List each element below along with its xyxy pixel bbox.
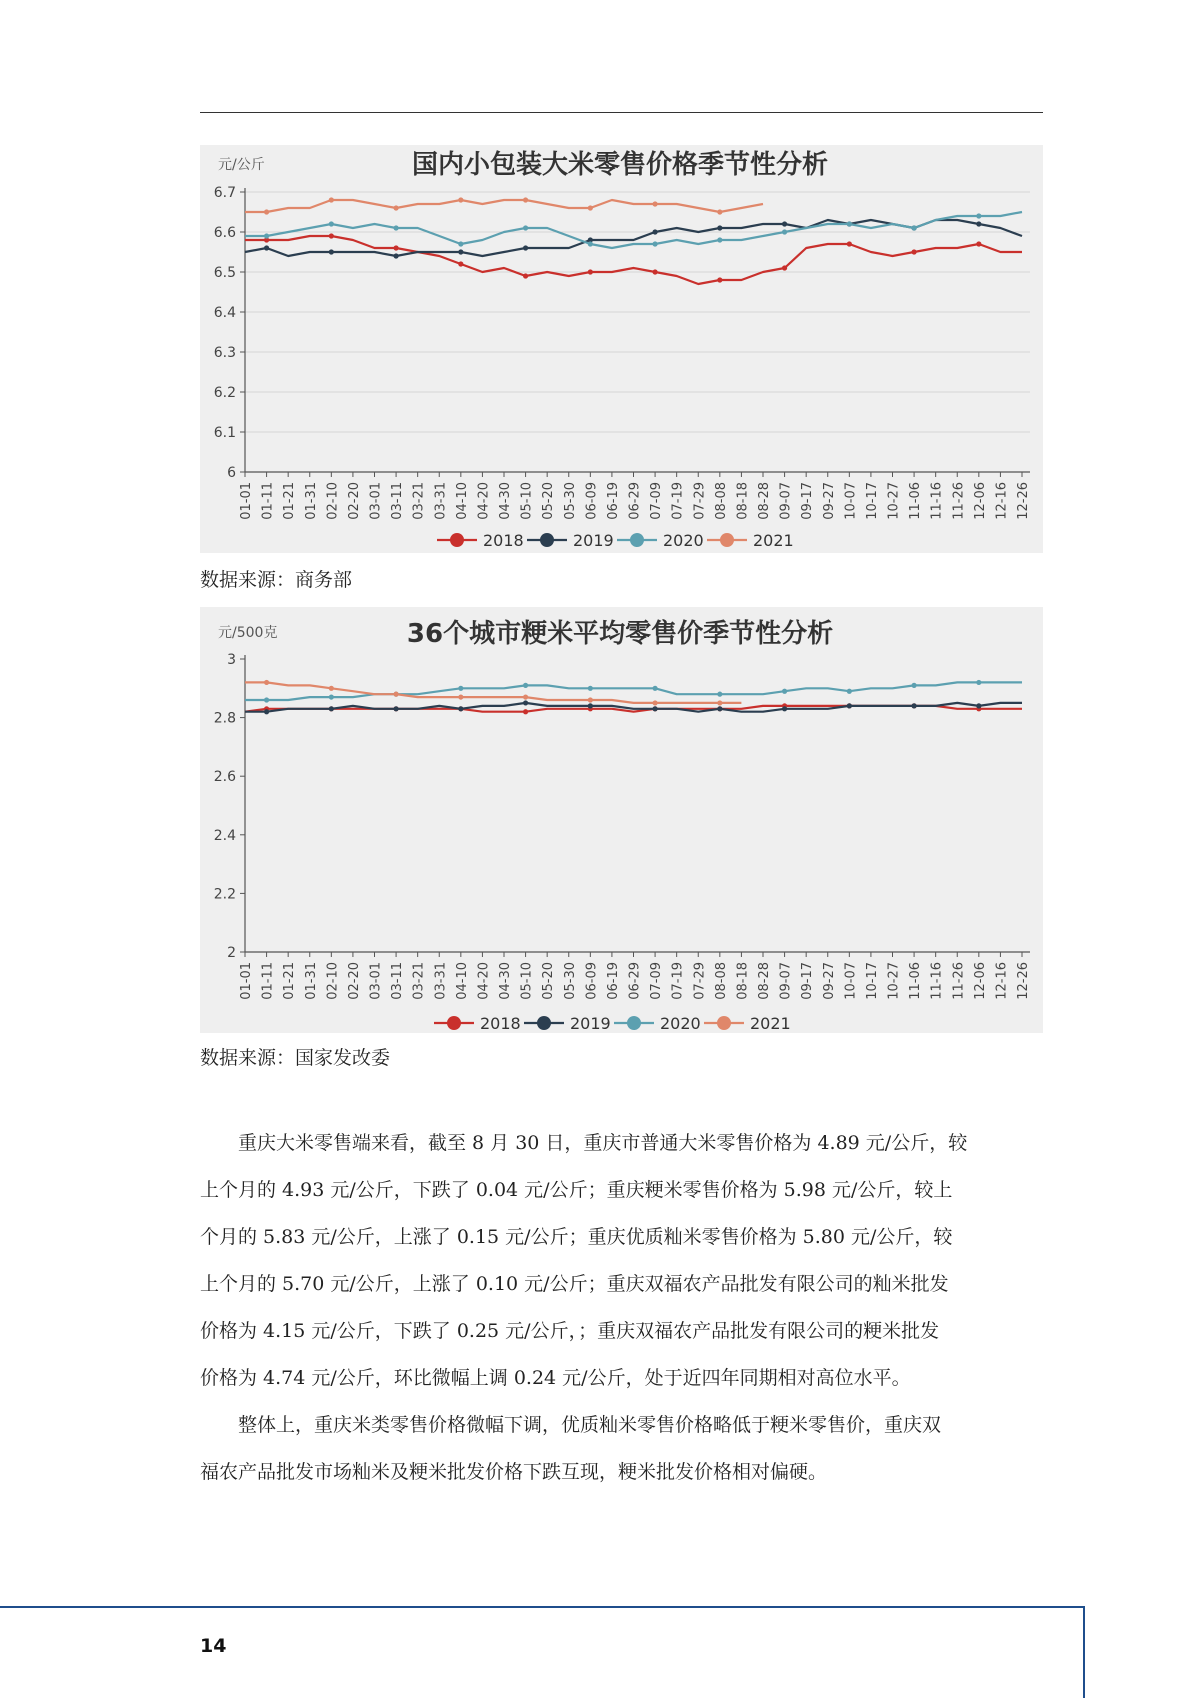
- y-tick-label: 6.6: [213, 225, 236, 241]
- x-tick-label: 03-11: [390, 962, 406, 1000]
- data-point-2021: [717, 209, 722, 214]
- x-tick-label: 08-28: [757, 962, 772, 1000]
- data-point-2020: [911, 683, 916, 688]
- x-tick-label: 03-01: [368, 482, 384, 520]
- x-tick-label: 02-20: [346, 962, 362, 1000]
- legend-marker-2020: [630, 533, 644, 547]
- x-tick-label: 01-31: [303, 482, 319, 520]
- data-point-2021: [652, 201, 657, 206]
- y-unit-label: 元/500克: [218, 625, 278, 641]
- legend-label-2021: 2021: [753, 531, 794, 550]
- data-point-2020: [588, 686, 593, 691]
- data-point-2020: [976, 680, 981, 685]
- x-tick-label: 05-20: [541, 482, 557, 520]
- data-point-2018: [782, 265, 787, 270]
- x-tick-label: 04-20: [476, 482, 492, 520]
- data-point-2020: [652, 686, 657, 691]
- data-point-2019: [458, 706, 463, 711]
- x-tick-label: 02-20: [346, 482, 362, 520]
- x-tick-label: 04-30: [498, 482, 513, 520]
- y-tick-label: 6.1: [213, 425, 236, 441]
- data-point-2019: [782, 706, 787, 711]
- data-point-2019: [847, 703, 852, 708]
- x-tick-label: 05-30: [562, 962, 578, 1000]
- data-point-2019: [588, 703, 593, 708]
- x-tick-label: 10-27: [886, 482, 902, 520]
- data-point-2020: [329, 221, 334, 226]
- x-tick-label: 12-16: [994, 482, 1010, 520]
- x-tick-label: 12-26: [1016, 962, 1031, 1000]
- x-tick-label: 02-10: [325, 962, 341, 1000]
- legend-label-2021: 2021: [750, 1014, 791, 1033]
- data-point-2021: [329, 686, 334, 691]
- legend-label-2020: 2020: [663, 531, 704, 550]
- data-point-2019: [717, 225, 722, 230]
- legend-marker-2019: [540, 533, 554, 547]
- data-point-2021: [588, 205, 593, 210]
- series-line-2020: [245, 682, 1022, 700]
- text-line: 整体上，重庆米类零售价格微幅下调，优质籼米零售价格略低于粳米零售价，重庆双: [200, 1414, 942, 1436]
- data-point-2021: [329, 197, 334, 202]
- data-point-2018: [329, 233, 334, 238]
- footer-frame-right: [1083, 1606, 1085, 1698]
- data-point-2018: [523, 709, 528, 714]
- y-tick-label: 2.6: [213, 769, 236, 786]
- data-point-2018: [458, 261, 463, 266]
- data-point-2019: [329, 706, 334, 711]
- text-line: 价格为 4.15 元/公斤，下跌了 0.25 元/公斤，；重庆双福农产品批发有限公司的粳米批发: [200, 1320, 940, 1342]
- data-point-2021: [393, 205, 398, 210]
- y-tick-label: 6: [227, 465, 236, 481]
- data-point-2021: [717, 700, 722, 705]
- chart-japonica-retail-price: [200, 607, 1043, 1033]
- x-tick-label: 02-10: [325, 482, 341, 520]
- chart1-source: 数据来源：商务部: [200, 569, 353, 591]
- x-tick-label: 01-01: [239, 482, 254, 520]
- y-tick-label: 2.2: [213, 886, 236, 903]
- x-tick-label: 08-08: [713, 962, 729, 1000]
- data-point-2018: [717, 277, 722, 282]
- legend-marker-2018: [447, 1016, 461, 1030]
- x-tick-label: 06-19: [605, 482, 621, 520]
- data-point-2020: [588, 241, 593, 246]
- chart2-source: 数据来源：国家发改委: [200, 1047, 391, 1069]
- x-tick-label: 03-31: [433, 962, 449, 1000]
- x-tick-label: 06-09: [584, 962, 600, 1000]
- chart-svg-2: [200, 607, 1043, 1033]
- x-tick-label: 05-30: [562, 482, 578, 520]
- data-point-2020: [458, 686, 463, 691]
- legend-marker-2019: [537, 1016, 551, 1030]
- x-tick-label: 11-06: [908, 482, 924, 520]
- x-tick-label: 10-07: [843, 482, 859, 520]
- x-tick-label: 10-17: [864, 482, 880, 520]
- data-point-2019: [458, 249, 463, 254]
- data-point-2020: [264, 233, 269, 238]
- y-tick-label: 3: [227, 652, 236, 668]
- x-tick-label: 11-16: [929, 962, 945, 1000]
- chart-title: 36个城市粳米平均零售价季节性分析: [406, 619, 834, 649]
- x-tick-label: 08-18: [735, 962, 751, 1000]
- x-tick-label: 11-06: [908, 962, 924, 1000]
- x-tick-label: 11-16: [929, 482, 945, 520]
- x-tick-label: 10-17: [864, 962, 880, 1000]
- x-tick-label: 04-10: [454, 482, 470, 520]
- x-tick-label: 09-17: [800, 482, 816, 520]
- x-tick-label: 07-19: [670, 962, 686, 1000]
- data-point-2021: [652, 700, 657, 705]
- x-tick-label: 04-10: [454, 962, 470, 1000]
- series-line-2021: [245, 200, 763, 212]
- data-point-2020: [717, 237, 722, 242]
- data-point-2018: [393, 245, 398, 250]
- data-point-2018: [523, 273, 528, 278]
- x-tick-label: 03-01: [368, 962, 384, 1000]
- legend-label-2020: 2020: [660, 1014, 701, 1033]
- y-tick-label: 2.8: [213, 710, 236, 727]
- x-tick-label: 01-11: [260, 482, 276, 520]
- x-tick-label: 05-10: [519, 482, 535, 520]
- x-tick-label: 07-19: [670, 481, 686, 520]
- legend-marker-2021: [717, 1016, 731, 1030]
- data-point-2020: [458, 241, 463, 246]
- x-tick-label: 12-06: [972, 962, 988, 1000]
- x-tick-label: 03-21: [411, 482, 427, 520]
- x-tick-label: 01-21: [282, 482, 298, 520]
- legend-marker-2020: [627, 1016, 641, 1030]
- x-tick-label: 12-26: [1016, 482, 1031, 520]
- data-point-2018: [847, 241, 852, 246]
- x-tick-label: 09-27: [821, 962, 837, 1000]
- x-tick-label: 01-31: [303, 962, 319, 1000]
- data-point-2018: [976, 241, 981, 246]
- legend-marker-2021: [720, 533, 734, 547]
- data-point-2019: [264, 709, 269, 714]
- y-tick-label: 6.4: [213, 305, 236, 321]
- text-line: 价格为 4.74 元/公斤，环比微幅上调 0.24 元/公斤，处于近四年同期相对高位水平。: [200, 1367, 911, 1389]
- data-point-2019: [717, 706, 722, 711]
- data-point-2019: [976, 221, 981, 226]
- x-tick-label: 09-07: [778, 482, 794, 520]
- text-line: 上个月的 5.70 元/公斤，上涨了 0.10 元/公斤；重庆双福农产品批发有限公司的籼米批发: [200, 1273, 949, 1295]
- x-tick-label: 10-27: [886, 962, 902, 1000]
- data-point-2019: [652, 706, 657, 711]
- y-tick-label: 6.2: [213, 385, 236, 401]
- y-tick-label: 6.7: [213, 185, 236, 201]
- x-tick-label: 07-29: [692, 962, 708, 1000]
- data-point-2019: [523, 245, 528, 250]
- data-point-2021: [264, 680, 269, 685]
- data-point-2021: [523, 694, 528, 699]
- data-point-2020: [847, 221, 852, 226]
- x-tick-label: 11-26: [951, 962, 967, 1000]
- x-tick-label: 12-16: [994, 962, 1010, 1000]
- data-point-2020: [523, 225, 528, 230]
- x-tick-label: 08-18: [735, 482, 751, 520]
- x-tick-label: 09-07: [778, 962, 794, 1000]
- text-line: 福农产品批发市场籼米及粳米批发价格下跌互现，粳米批发价格相对偏硬。: [200, 1461, 828, 1483]
- data-point-2021: [393, 692, 398, 697]
- data-point-2020: [782, 229, 787, 234]
- text-line: 上个月的 4.93 元/公斤，下跌了 0.04 元/公斤；重庆粳米零售价格为 5.98 元/公斤，较上: [200, 1179, 953, 1201]
- header-rule: [200, 112, 1043, 113]
- x-tick-label: 11-26: [951, 482, 967, 520]
- text-line: 个月的 5.83 元/公斤，上涨了 0.15 元/公斤；重庆优质籼米零售价格为 5.80 元/公斤，较: [200, 1226, 953, 1248]
- y-tick-label: 2: [227, 945, 236, 961]
- x-tick-label: 04-20: [476, 962, 492, 1000]
- x-tick-label: 03-31: [433, 482, 449, 520]
- x-tick-label: 07-29: [692, 482, 708, 520]
- data-point-2021: [458, 694, 463, 699]
- data-point-2019: [911, 703, 916, 708]
- x-tick-label: 09-17: [800, 962, 816, 1000]
- legend-label-2018: 2018: [483, 531, 524, 550]
- chart-title: 国内小包装大米零售价格季节性分析: [411, 150, 829, 180]
- data-point-2020: [523, 683, 528, 688]
- x-tick-label: 07-09: [649, 962, 665, 1000]
- data-point-2019: [652, 229, 657, 234]
- data-point-2020: [329, 694, 334, 699]
- x-tick-label: 06-09: [584, 482, 600, 520]
- x-tick-label: 04-30: [498, 962, 513, 1000]
- x-tick-label: 06-29: [627, 482, 643, 520]
- text-line: 重庆大米零售端来看，截至 8 月 30 日，重庆市普通大米零售价格为 4.89 元/公斤，较: [200, 1132, 968, 1154]
- x-tick-label: 12-06: [972, 482, 988, 520]
- data-point-2020: [911, 225, 916, 230]
- data-point-2021: [264, 209, 269, 214]
- data-point-2021: [458, 197, 463, 202]
- footer-frame-top: [0, 1606, 1084, 1608]
- legend-label-2018: 2018: [480, 1014, 521, 1033]
- data-point-2020: [717, 692, 722, 697]
- paragraph-2: [200, 1402, 1030, 1496]
- x-tick-label: 05-10: [519, 962, 535, 1000]
- data-point-2018: [911, 249, 916, 254]
- data-point-2019: [393, 706, 398, 711]
- x-tick-label: 05-20: [541, 962, 557, 1000]
- y-tick-label: 6.3: [213, 345, 236, 361]
- chart-rice-retail-price: [200, 145, 1043, 553]
- data-point-2020: [393, 225, 398, 230]
- x-tick-label: 01-11: [260, 962, 276, 1000]
- data-point-2020: [652, 241, 657, 246]
- legend-label-2019: 2019: [573, 531, 614, 550]
- data-point-2019: [782, 221, 787, 226]
- x-tick-label: 03-21: [411, 962, 427, 1000]
- x-tick-label: 09-27: [821, 482, 837, 520]
- data-point-2019: [393, 253, 398, 258]
- data-point-2020: [264, 697, 269, 702]
- x-tick-label: 10-07: [843, 962, 859, 1000]
- data-point-2019: [329, 249, 334, 254]
- data-point-2021: [588, 697, 593, 702]
- y-unit-label: 元/公斤: [218, 157, 265, 173]
- legend-label-2019: 2019: [570, 1014, 611, 1033]
- x-tick-label: 06-19: [605, 962, 621, 1000]
- data-point-2019: [264, 245, 269, 250]
- chart-svg-1: [200, 145, 1043, 553]
- legend-marker-2018: [450, 533, 464, 547]
- data-point-2020: [976, 213, 981, 218]
- x-tick-label: 07-09: [649, 482, 665, 520]
- data-point-2018: [588, 269, 593, 274]
- paragraph-1: [200, 1120, 1030, 1402]
- data-point-2019: [523, 700, 528, 705]
- y-tick-label: 6.5: [213, 265, 236, 281]
- x-tick-label: 01-21: [282, 962, 298, 1000]
- data-point-2018: [652, 269, 657, 274]
- x-tick-label: 08-08: [713, 482, 729, 520]
- y-tick-label: 2.4: [213, 827, 236, 844]
- data-point-2020: [782, 689, 787, 694]
- x-tick-label: 06-29: [627, 962, 643, 1000]
- x-tick-label: 08-28: [757, 482, 772, 520]
- data-point-2020: [847, 689, 852, 694]
- page-number: 14: [200, 1635, 227, 1657]
- x-tick-label: 01-01: [239, 962, 254, 1000]
- series-line-2019: [245, 703, 1022, 712]
- x-tick-label: 03-11: [390, 482, 406, 520]
- data-point-2019: [976, 703, 981, 708]
- data-point-2021: [523, 197, 528, 202]
